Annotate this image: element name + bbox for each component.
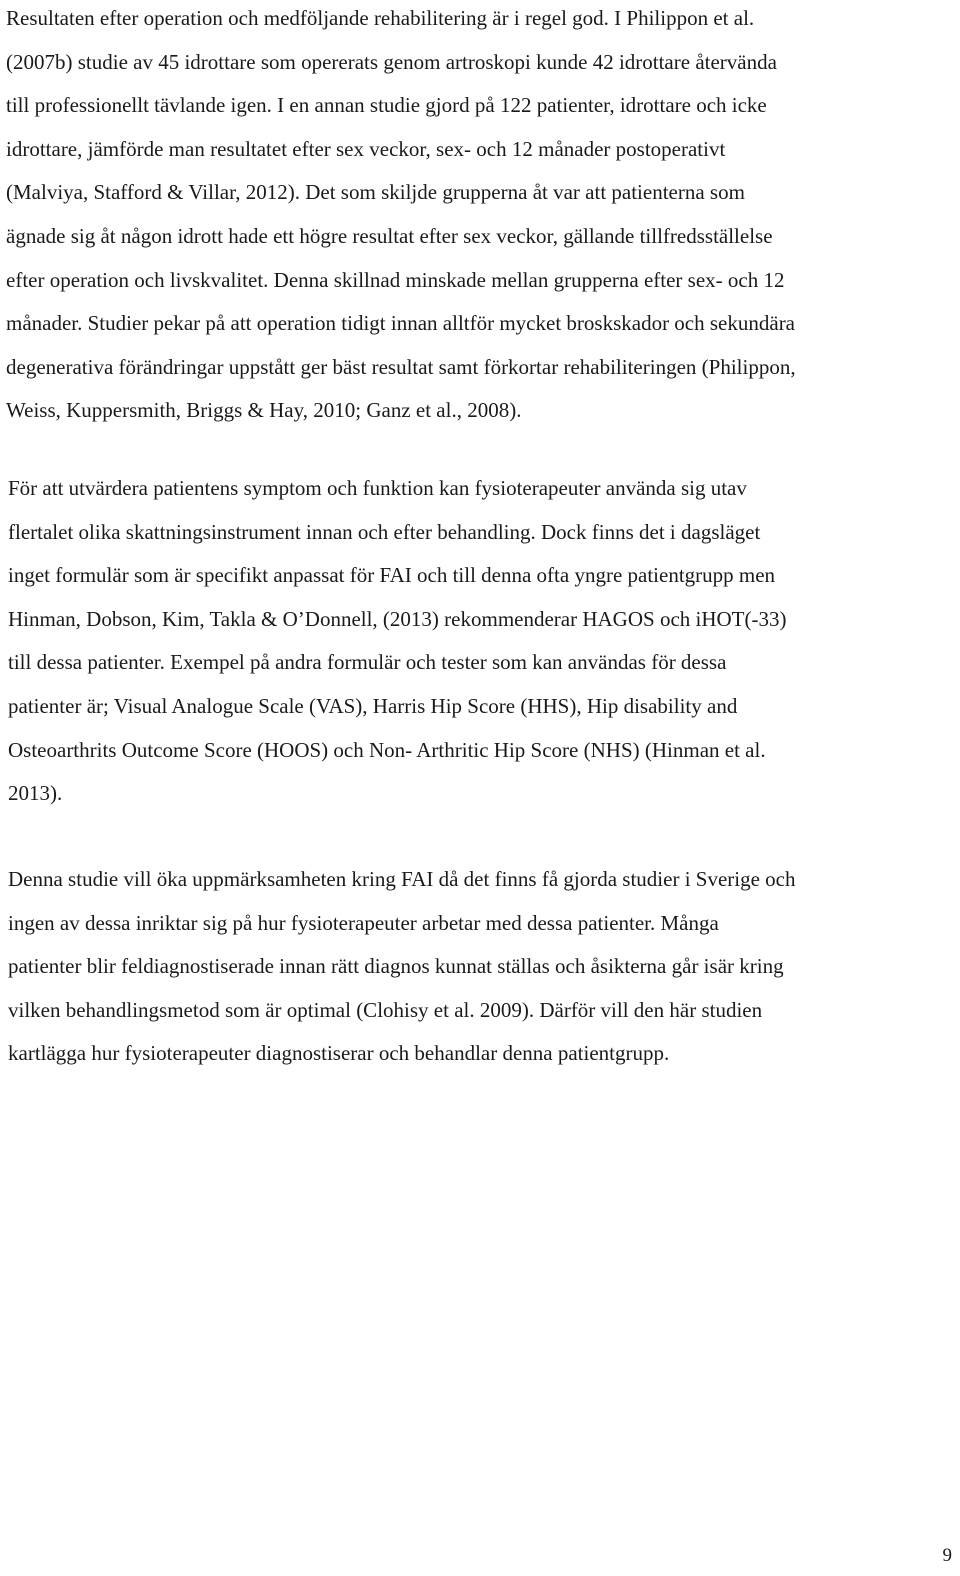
text-line: Weiss, Kuppersmith, Briggs & Hay, 2010; Ganz et al., 2008). [6, 398, 522, 423]
text-line: till professionellt tävlande igen. I en annan studie gjord på 122 patienter, idrottare och icke [6, 93, 767, 118]
text-line: (2007b) studie av 45 idrottare som opererats genom artroskopi kunde 42 idrottare återvända [6, 49, 777, 74]
text-line: inget formulär som är specifikt anpassat för FAI och till denna ofta yngre patientgrupp men [8, 563, 776, 588]
text-line: Osteoarthrits Outcome Score (HOOS) och Non- Arthritic Hip Score (NHS) (Hinman et al. [8, 737, 766, 762]
text-line: efter operation och livskvalitet. Denna skillnad minskade mellan grupperna efter sex- och 12 [6, 267, 785, 292]
paragraph-study-aim [8, 858, 956, 1076]
text-line: patienter är; Visual Analogue Scale (VAS), Harris Hip Score (HHS), Hip disability and [8, 693, 738, 718]
paragraph-assessment-instruments [8, 467, 956, 816]
text-line: kartlägga hur fysioterapeuter diagnostiserar och behandlar denna patientgrupp. [8, 1041, 670, 1066]
text-line: månader. Studier pekar på att operation tidigt innan alltför mycket broskskador och sekundära [6, 311, 796, 336]
text-line: degenerativa förändringar uppstått ger bäst resultat samt förkortar rehabiliteringen (Philippon, [6, 354, 796, 379]
text-line: vilken behandlingsmetod som är optimal (Clohisy et al. 2009). Därför vill den här studien [8, 997, 763, 1022]
text-line: ingen av dessa inriktar sig på hur fysioterapeuter arbetar med dessa patienter. Många [8, 910, 719, 935]
text-line: ägnade sig åt någon idrott hade ett högre resultat efter sex veckor, gällande tillfredsställelse [6, 223, 773, 248]
text-line: till dessa patienter. Exempel på andra formulär och tester som kan användas för dessa [8, 650, 727, 675]
text-line: Denna studie vill öka uppmärksamheten kring FAI då det finns få gjorda studier i Sverige och [8, 867, 796, 891]
text-line: idrottare, jämförde man resultatet efter sex veckor, sex- och 12 månader postoperativt [6, 136, 726, 161]
paragraph-results-after-operation [6, 0, 954, 433]
text-line: patienter blir feldiagnostiserade innan rätt diagnos kunnat ställas och åsikterna går isär kring [8, 954, 784, 979]
text-line: Resultaten efter operation och medföljande rehabilitering är i regel god. I Philippon et al. [6, 6, 755, 30]
text-line: Hinman, Dobson, Kim, Takla & O’Donnell, (2013) rekommenderar HAGOS och iHOT(-33) [8, 606, 787, 631]
text-line: (Malviya, Stafford & Villar, 2012). Det som skiljde grupperna åt var att patienterna som [6, 180, 745, 205]
text-line: För att utvärdera patientens symptom och funktion kan fysioterapeuter använda sig utav [8, 476, 747, 500]
page-number: 9 [942, 1545, 952, 1566]
text-line: flertalet olika skattningsinstrument innan och efter behandling. Dock finns det i dagsläget [8, 519, 761, 544]
text-line: 2013). [8, 781, 63, 806]
